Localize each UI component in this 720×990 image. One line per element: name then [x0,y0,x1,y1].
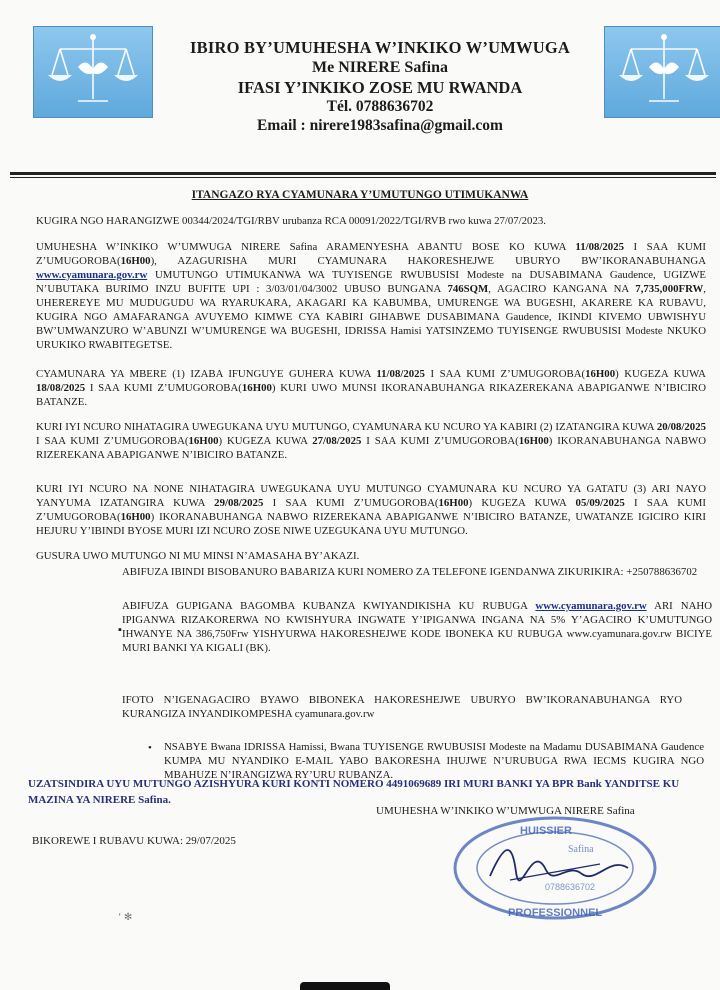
email: Email : nirere1983safina@gmail.com [257,116,503,134]
bailiff-name: Me NIRERE Safina [311,59,448,77]
paragraph-registration: ABIFUZA GUPIGANA BAGOMBA KUBANZA KWIYANDIKISHA KU RUBUGA www.cyamunara.gov.rw ARI NAHO IPIGANWA RIZAKORERWA NO KWISHYURA INGWATE Y’IPIGANWA INGANA NA 5% Y’AGACIRO K’UMUTUNGO IHWANYE NA 386,750Frw YISHYURWA HAKORESHEJWE KODE IBONEKA KU RUBUGA www.cyamunara.gov.rw BICIYE MURI BANKI YA KIGALI (BK). [122,600,712,654]
phone: Tél. 0788636702 [326,97,434,115]
paragraph-contact: ABIFUZA IBINDI BISOBANURO BABARIZA KURI NOMERO ZA TELEFONE IGENDANWA ZIKURIKIRA: +250788636702 [122,566,698,578]
paragraph-visit: GUSURA UWO MUTUNGO NI MU MINSI N’AMASAHA BY’AKAZI. [36,550,360,562]
stamp-name-text: Safina [568,844,594,855]
stamp-phone-text: 0788636702 [545,882,596,892]
paragraph-auction-notice: UMUHESHA W’INKIKO W’UMWUGA NIRERE Safina ARAMENYESHA ABANTU BOSE KO KUWA 11/08/2025 I SAA KUMI Z’UMUGOROBA(16H00), AZAGURISHA MURI CYAMUNARA HAKORESHEJWE UBURYO BW’IKORANABUHANGA www.cyamunara.gov.rw UMUTUNGO UTIMUKANWA WA TUYISENGE RWUBUSISI Modeste na DUSABIMANA Gaudence, UGIZWE N’UBUTAKA BURIMO INZU BUFITE UPI : 3/03/01/04/3002 UBUSO BUNGANA 746SQM, AGACIRO KANGANA NA 7,735,000FRW, UHEREREYE MU MUDUGUDU WA RYARUKARA, AKAGARI KA KABUMBA, UMURENGE WA BUGESHI, AKARERE KA RUBAVU, KUGIRA NGO AMAFARANGA AVUYEMO KIMWE CYA KABIRI GIHABWE DUSABIMANA Gaudence, IKINDI KIVEMO UBWISHYU BW’UMWANZURO W’ABUNZI W’UMURENGE WA BUGESHI, IDRISSA Hamisi YATSINZEMO TUYISENGE RWUBUSISI Modeste NKUKO URUKIKO RWABITEGETSE. [36,241,706,351]
signature-title: UMUHESHA W’INKIKO W’UMWUGA NIRERE Safina [376,805,635,817]
auction-website-link[interactable]: www.cyamunara.gov.rw [535,600,647,612]
handwritten-signature [490,850,628,880]
header-divider-thin [10,177,716,178]
office-name: IBIRO BY’UMUHESHA W’INKIKO W’UMWUGA [190,38,570,57]
place-and-date: BIKOREWE I RUBAVU KUWA: 29/07/2025 [32,835,236,847]
case-reference: KUGIRA NGO HARANGIZWE 00344/2024/TGI/RBV urubanza RCA 00091/2022/TGI/RVB rwo kuwa 27/07/2023. [36,215,546,227]
official-stamp [450,812,660,924]
stamp-top-text: HUISSIER [520,825,572,837]
document-title: ITANGAZO RYA CYAMUNARA Y’UMUTUNGO UTIMUKANWA [191,189,529,201]
paragraph-photos: IFOTO N’IGENAGACIRO BYAWO BIBONEKA HAKORESHEJWE UBURYO BW’IKORANABUHANGA RYO KURANGIZA INYANDIKOMPESHA cyamunara.gov.rw [122,694,682,720]
paragraph-second-auction: KURI IYI NCURO NIHATAGIRA UWEGUKANA UYU MUTUNGO, CYAMUNARA KU NCURO YA KABIRI (2) IZATANGIRA KUWA 20/08/2025 I SAA KUMI Z’UMUGOROBA(16H00) KUGEZA KUWA 27/08/2025 I SAA KUMI Z’UMUGOROBA(16H00) IKORANABUHANGA NABWO RIZEREKANA ABAPIGANWE N’IBICIRO BATANZE. [36,421,707,461]
scan-edge [300,982,390,990]
scales-of-justice-icon [604,26,720,118]
letterhead [160,38,600,136]
paragraph-parties: NSABYE Bwana IDRISSA Hamissi, Bwana TUYISENGE RWUBUSISI Modeste na Madamu DUSABIMANA Gaudence KUMPA MU NYANDIKO E-MAIL YABO BAKORESHA IHUJWE N’URUBUGA RWA IECMS KUGIRA NGO MBAHUZE N’IRANGIZWA RY’URU RUBANZA. [164,741,704,781]
bank-payment-note: UZATSINDIRA UYU MUTUNGO AZISHYURA KURI KONTI NOMERO 4491069689 IRI MURI BANKI YA BPR Bank YANDITSE KU MAZINA YA NIRERE Safina. [28,778,680,806]
paragraph-first-auction: CYAMUNARA YA MBERE (1) IZABA IFUNGUYE GUHERA KUWA 11/08/2025 I SAA KUMI Z’UMUGOROBA(16H00) KUGEZA KUWA 18/08/2025 I SAA KUMI Z’UMUGOROBA(16H00) KURI UWO MUNSI IKORANABUHANGA RIKAZEREKANA ABAPIGANWE N’IBICIRO BATANZE. [36,368,706,408]
bullet-square-icon: ▪ [118,624,122,636]
bullet-dot-icon: • [148,742,152,754]
scales-of-justice-icon [33,26,153,118]
jurisdiction: IFASI Y’INKIKO ZOSE MU RWANDA [237,77,523,97]
paragraph-third-auction: KURI IYI NCURO NA NONE NIHATAGIRA UWEGUKANA UYU MUTUNGO CYAMUNARA KU NCURO YA GATATU (3) ARI NAYO YANYUMA IZATANGIRA KUWA 29/08/2025 I SAA KUMI Z’UMUGOROBA(16H00) KUGEZA KUWA 05/09/2025 I SAA KUMI Z’UMUGOROBA(16H00) IKORANABUHANGA NABWO RIZEREKANA ABAPIGANWE N’IBICIRO BATANZE, UWATANZE IGICIRO KIRI HEJURU Y’IBINDI BYOSE MURI IZI NCURO ZOSE NIWE UZEGUKANA UYU MUTUNGO. [36,483,706,537]
scan-mark: ‘ ✻ [118,912,133,923]
auction-website-link[interactable]: www.cyamunara.gov.rw [36,269,148,281]
header-divider [10,172,716,175]
stamp-bottom-text: PROFESSIONNEL [508,907,603,919]
